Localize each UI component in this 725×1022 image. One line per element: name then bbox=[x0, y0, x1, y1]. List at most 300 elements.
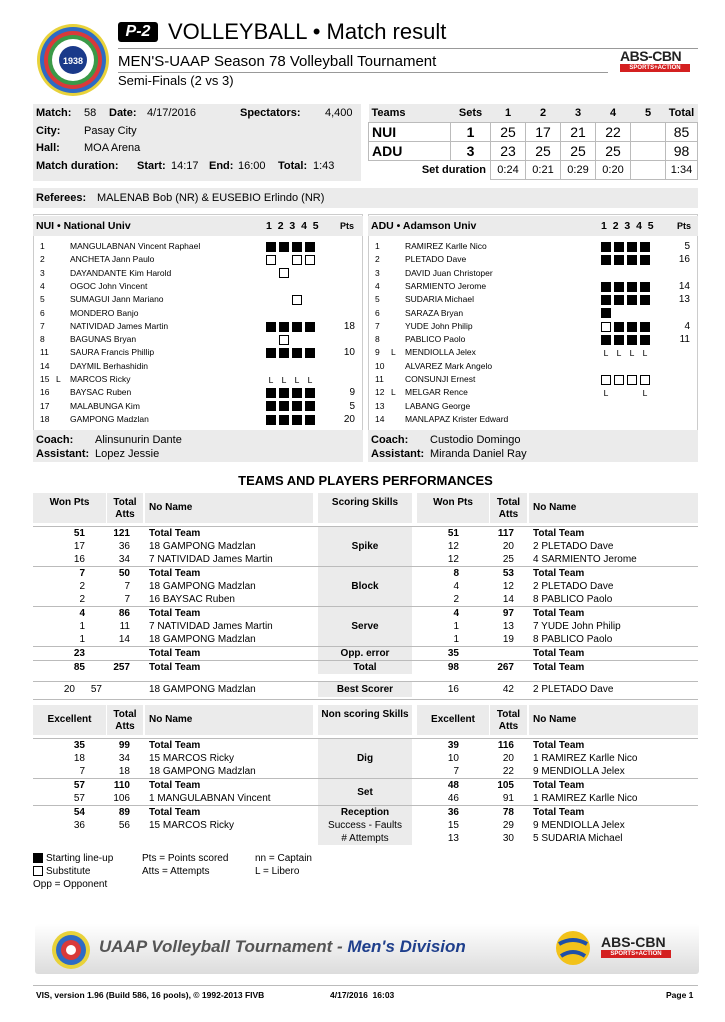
starting-square-icon bbox=[640, 335, 650, 345]
uaap-seal-logo bbox=[35, 22, 111, 98]
set-participation bbox=[266, 413, 331, 426]
attempts-value-away: 105 bbox=[497, 780, 514, 791]
starting-square-icon bbox=[627, 242, 637, 252]
set-header: 5 bbox=[312, 220, 319, 232]
player-number: 14 bbox=[375, 413, 385, 424]
attempts-value-away: 267 bbox=[497, 662, 514, 673]
attempts-value: 34 bbox=[118, 753, 130, 764]
player-number: 15 bbox=[40, 374, 50, 384]
starting-square-icon bbox=[601, 335, 611, 345]
starting-square-icon bbox=[292, 388, 302, 398]
score-col-total: Total bbox=[668, 106, 695, 119]
legend-substitute: Substitute bbox=[33, 865, 113, 878]
substitute-square-icon bbox=[601, 375, 611, 385]
player-number: 7 bbox=[375, 320, 380, 331]
set-participation bbox=[601, 413, 666, 426]
player-name: ANCHETA Jann Paulo bbox=[70, 254, 155, 265]
attempts-value-away: 22 bbox=[502, 766, 514, 777]
player-row bbox=[36, 333, 361, 346]
starting-square-icon bbox=[292, 415, 302, 425]
starting-square-icon bbox=[601, 282, 611, 292]
won-value: 54 bbox=[73, 807, 85, 818]
attempts-value: 89 bbox=[118, 807, 130, 818]
score-total: 85 bbox=[666, 122, 698, 141]
substitute-square-icon bbox=[279, 268, 289, 278]
col-total-atts-away: Total Atts bbox=[490, 493, 527, 523]
score-set-5 bbox=[631, 122, 666, 141]
libero-marker: L bbox=[629, 348, 635, 359]
col-total-atts-ns-away: Total Atts bbox=[490, 705, 527, 735]
skill-name: Best Scorer bbox=[336, 684, 394, 695]
player-number: 3 bbox=[40, 267, 45, 278]
starting-square-icon bbox=[279, 388, 289, 398]
set-header: 2 bbox=[612, 220, 619, 232]
libero-marker: L bbox=[603, 388, 609, 399]
won-value-away: 12 bbox=[447, 541, 459, 552]
substitute-square-icon bbox=[292, 295, 302, 305]
col-no-name: No Name bbox=[145, 493, 313, 523]
starting-square-icon bbox=[279, 348, 289, 358]
player-name: SAURA Francis Phillip bbox=[70, 347, 155, 358]
starting-square-icon bbox=[292, 401, 302, 411]
footer-version: VIS, version 1.96 (Build 586, 16 pools), © 1992-2013 FIVB bbox=[36, 990, 265, 1000]
starting-square-icon bbox=[627, 322, 637, 332]
empty-square-icon bbox=[33, 866, 43, 876]
starting-square-icon bbox=[640, 282, 650, 292]
player-points: 5 bbox=[349, 400, 355, 412]
libero-marker: L bbox=[642, 348, 648, 359]
player-number: 8 bbox=[375, 334, 380, 345]
attempts-value: 7 bbox=[124, 594, 130, 605]
total-duration: 1:43 bbox=[313, 160, 335, 172]
attempts-value: 57 bbox=[90, 684, 102, 695]
player-name-away: 5 SUDARIA Michael bbox=[533, 833, 623, 844]
set-header: 1 bbox=[266, 220, 272, 232]
player-name: 18 GAMPONG Madzlan bbox=[149, 684, 256, 695]
starting-square-icon bbox=[305, 348, 315, 358]
player-row bbox=[36, 253, 361, 266]
skill-name: Opp. error bbox=[340, 648, 390, 659]
attempts-value: 99 bbox=[118, 740, 130, 751]
score-col-4: 4 bbox=[609, 106, 617, 119]
player-name: RAMIREZ Karlle Nico bbox=[405, 241, 487, 251]
player-number: 18 bbox=[40, 413, 50, 424]
round-name: Semi-Finals (2 vs 3) bbox=[118, 73, 234, 88]
hall-label: Hall: bbox=[36, 142, 60, 154]
player-name: MANGULABNAN Vincent Raphael bbox=[70, 241, 201, 251]
set-header: 3 bbox=[624, 220, 631, 232]
player-points: 10 bbox=[343, 347, 355, 359]
score-total: 98 bbox=[666, 141, 698, 160]
starting-square-icon bbox=[614, 322, 624, 332]
set-header: 5 bbox=[647, 220, 654, 232]
player-number: 13 bbox=[375, 400, 385, 411]
away-pts-header: Pts bbox=[677, 221, 692, 231]
score-col-3: 3 bbox=[574, 106, 582, 119]
score-table bbox=[368, 104, 698, 180]
player-number: 8 bbox=[40, 334, 45, 345]
score-set-5 bbox=[631, 141, 666, 160]
player-row bbox=[371, 346, 696, 359]
col-total-atts: Total Atts bbox=[107, 493, 143, 523]
starting-square-icon bbox=[614, 242, 624, 252]
starting-square-icon bbox=[640, 255, 650, 265]
player-row bbox=[36, 267, 361, 280]
player-points: 16 bbox=[678, 254, 690, 266]
libero-flag: L bbox=[391, 347, 396, 358]
player-name: PLETADO Dave bbox=[405, 254, 467, 265]
player-row bbox=[371, 360, 696, 373]
won-value-away: 51 bbox=[447, 528, 459, 539]
set-participation bbox=[266, 333, 331, 346]
starting-square-icon bbox=[640, 242, 650, 252]
skill-subtitle: Success - Faults bbox=[328, 820, 402, 831]
libero-marker: L bbox=[616, 348, 622, 359]
player-row bbox=[36, 320, 361, 333]
substitute-square-icon bbox=[305, 255, 315, 265]
attempts-value: 14 bbox=[118, 634, 130, 645]
away-coach-name: Custodio Domingo bbox=[430, 434, 521, 446]
won-value: 7 bbox=[79, 766, 85, 777]
set-participation bbox=[266, 400, 331, 413]
attempts-value: 50 bbox=[118, 568, 130, 579]
starting-square-icon bbox=[266, 415, 276, 425]
legend-opponent: Opp = Opponent bbox=[33, 879, 108, 890]
player-row bbox=[36, 373, 361, 386]
city-value: Pasay City bbox=[84, 125, 137, 137]
set-participation bbox=[601, 253, 666, 266]
won-value: 7 bbox=[79, 568, 85, 579]
attempts-value-away: 29 bbox=[502, 820, 514, 831]
player-number: 2 bbox=[375, 254, 380, 265]
substitute-square-icon bbox=[601, 322, 611, 332]
won-value-away: 7 bbox=[453, 766, 459, 777]
starting-square-icon bbox=[601, 242, 611, 252]
won-value: 18 bbox=[73, 753, 85, 764]
player-row bbox=[36, 413, 361, 426]
legend-captain: nn = Captain bbox=[255, 853, 312, 864]
set-participation bbox=[601, 267, 666, 280]
player-row bbox=[36, 307, 361, 320]
home-team-title: NUI • National Univ bbox=[36, 220, 131, 232]
won-value-away: 46 bbox=[447, 793, 459, 804]
player-name-away: 1 RAMIREZ Karlle Nico bbox=[533, 753, 638, 764]
won-value-away: 16 bbox=[447, 684, 459, 695]
attempts-value-away: 20 bbox=[502, 541, 514, 552]
starting-square-icon bbox=[292, 322, 302, 332]
referees-value: MALENAB Bob (NR) & EUSEBIO Erlindo (NR) bbox=[97, 192, 325, 204]
attempts-value: 11 bbox=[119, 621, 130, 632]
player-number: 1 bbox=[40, 241, 45, 251]
filled-square-icon bbox=[33, 853, 43, 863]
legend-pts: Pts = Points scored bbox=[142, 853, 229, 864]
libero-marker: L bbox=[307, 374, 313, 385]
start-time: 14:17 bbox=[171, 160, 199, 172]
score-col-teams: Teams bbox=[371, 106, 406, 119]
attempts-value: 86 bbox=[118, 608, 130, 619]
away-coach-label: Coach: bbox=[371, 434, 409, 446]
player-number: 6 bbox=[40, 307, 45, 318]
skill-name: Set bbox=[357, 786, 373, 798]
player-name: 15 MARCOS Ricky bbox=[149, 820, 235, 831]
attempts-value: 257 bbox=[113, 662, 130, 673]
player-row bbox=[371, 240, 696, 253]
set-participation bbox=[601, 373, 666, 386]
won-value: 23 bbox=[73, 648, 85, 659]
set-participation bbox=[601, 400, 666, 413]
away-set-headers bbox=[601, 220, 654, 232]
seal-year: 1938 bbox=[62, 56, 84, 66]
won-value-away: 4 bbox=[453, 581, 459, 592]
match-label: Match: bbox=[36, 107, 72, 119]
banner-seal-icon bbox=[51, 930, 91, 970]
won-value-away: 13 bbox=[447, 833, 459, 844]
player-name-away: Total Team bbox=[533, 608, 585, 619]
col-won-pts: Won Pts bbox=[33, 493, 106, 523]
set-participation bbox=[601, 240, 666, 253]
attempts-value-away: 116 bbox=[497, 740, 514, 751]
player-number: 11 bbox=[40, 347, 49, 358]
won-value: 36 bbox=[73, 820, 85, 831]
footer-timestamp: 4/17/2016 16:03 bbox=[330, 990, 395, 1000]
player-points: 18 bbox=[343, 320, 355, 332]
player-row bbox=[36, 400, 361, 413]
col-excellent: Excellent bbox=[33, 705, 106, 735]
set-participation bbox=[266, 280, 331, 293]
starting-square-icon bbox=[601, 295, 611, 305]
legend-col-2 bbox=[142, 852, 228, 878]
player-name: Total Team bbox=[149, 568, 201, 579]
set-participation bbox=[266, 267, 331, 280]
set-participation bbox=[266, 373, 331, 386]
set-duration-3: 0:29 bbox=[561, 160, 596, 179]
won-value: 2 bbox=[79, 594, 85, 605]
player-name: BAGUNAS Bryan bbox=[70, 334, 137, 345]
match-date: 4/17/2016 bbox=[147, 107, 196, 119]
player-number: 9 bbox=[375, 347, 380, 358]
skill-name: Dig bbox=[356, 753, 374, 764]
starting-square-icon bbox=[279, 322, 289, 332]
starting-square-icon bbox=[627, 282, 637, 292]
score-col-5: 5 bbox=[644, 106, 652, 119]
home-assistant-label: Assistant: bbox=[36, 448, 90, 460]
starting-square-icon bbox=[601, 255, 611, 265]
player-name: Total Team bbox=[149, 662, 201, 673]
score-team-name: NUI bbox=[369, 122, 451, 141]
home-set-headers bbox=[266, 220, 319, 232]
skill-name: Reception bbox=[340, 807, 390, 818]
player-number: 17 bbox=[40, 400, 50, 411]
player-name: SARMIENTO Jerome bbox=[405, 280, 487, 291]
starting-square-icon bbox=[292, 242, 302, 252]
player-row bbox=[371, 373, 696, 386]
won-value: 57 bbox=[73, 780, 85, 791]
score-team-name: ADU bbox=[369, 141, 451, 160]
won-value-away: 4 bbox=[453, 608, 459, 619]
player-name-away: 1 RAMIREZ Karlle Nico bbox=[533, 793, 638, 804]
won-value: 51 bbox=[73, 528, 85, 539]
legend-starting: Starting line-up bbox=[33, 852, 113, 865]
won-value: 35 bbox=[73, 740, 85, 751]
starting-square-icon bbox=[266, 322, 276, 332]
starting-square-icon bbox=[627, 335, 637, 345]
score-set-3: 25 bbox=[561, 141, 596, 160]
banner-text-main: UAAP Volleyball Tournament - bbox=[99, 937, 348, 956]
set-duration-1: 0:24 bbox=[491, 160, 526, 179]
won-value-away: 98 bbox=[447, 662, 459, 673]
home-coach-name: Alinsunurin Dante bbox=[95, 434, 182, 446]
set-header: 2 bbox=[277, 220, 284, 232]
player-name: 18 GAMPONG Madzlan bbox=[149, 581, 256, 592]
player-name: SUMAGUI Jann Mariano bbox=[70, 294, 164, 305]
title-divider bbox=[118, 48, 698, 49]
score-set-2: 17 bbox=[526, 122, 561, 141]
won-value-away: 39 bbox=[447, 740, 459, 751]
won-value-away: 12 bbox=[447, 554, 459, 565]
libero-flag: L bbox=[56, 374, 61, 384]
player-row bbox=[371, 293, 696, 306]
end-label: End: bbox=[209, 160, 234, 172]
starting-square-icon bbox=[279, 242, 289, 252]
player-name: MONDERO Banjo bbox=[70, 307, 139, 318]
attempts-value: 34 bbox=[118, 554, 130, 565]
duration-label: Match duration: bbox=[36, 160, 119, 172]
col-won-pts-away: Won Pts bbox=[417, 493, 489, 523]
hall-value: MOA Arena bbox=[84, 142, 141, 154]
player-name: 1 MANGULABNAN Vincent bbox=[149, 793, 271, 804]
score-row-home bbox=[369, 122, 698, 141]
starting-square-icon bbox=[305, 415, 315, 425]
score-set-4: 22 bbox=[596, 122, 631, 141]
set-participation bbox=[601, 333, 666, 346]
player-name: 16 BAYSAC Ruben bbox=[149, 594, 235, 605]
won-value: 20 bbox=[63, 684, 75, 695]
player-row bbox=[36, 280, 361, 293]
player-name: ALVAREZ Mark Angelo bbox=[405, 360, 493, 371]
substitute-square-icon bbox=[279, 335, 289, 345]
player-name-away: Total Team bbox=[533, 807, 585, 818]
tournament-banner bbox=[35, 924, 699, 974]
player-row bbox=[371, 267, 696, 280]
libero-flag: L bbox=[391, 387, 396, 398]
starting-square-icon bbox=[614, 295, 624, 305]
score-set-1: 23 bbox=[491, 141, 526, 160]
player-number: 14 bbox=[40, 360, 50, 371]
col-excellent-away: Excellent bbox=[417, 705, 489, 735]
starting-square-icon bbox=[601, 308, 611, 318]
end-time: 16:00 bbox=[238, 160, 266, 172]
starting-square-icon bbox=[627, 295, 637, 305]
player-points: 5 bbox=[684, 241, 690, 252]
attempts-value-away: 30 bbox=[502, 833, 514, 844]
legend-libero: L = Libero bbox=[255, 866, 300, 877]
player-name-away: 9 MENDIOLLA Jelex bbox=[533, 820, 625, 831]
player-name: Total Team bbox=[149, 648, 201, 659]
won-value-away: 10 bbox=[447, 753, 459, 764]
set-participation bbox=[266, 307, 331, 320]
starting-square-icon bbox=[266, 401, 276, 411]
player-name: LABANG George bbox=[405, 400, 471, 411]
player-points: 11 bbox=[679, 334, 690, 346]
banner-abs-logo bbox=[601, 934, 671, 958]
player-points: 13 bbox=[678, 294, 690, 306]
total-label: Total: bbox=[278, 160, 308, 172]
starting-square-icon bbox=[292, 348, 302, 358]
player-name: SARAZA Bryan bbox=[405, 307, 464, 318]
player-name-away: 2 PLETADO Dave bbox=[533, 684, 614, 695]
player-name: 7 NATIVIDAD James Martin bbox=[149, 554, 273, 565]
won-value-away: 1 bbox=[453, 621, 459, 632]
col-no-name-ns-away: No Name bbox=[529, 705, 698, 735]
away-assistant-label: Assistant: bbox=[371, 448, 425, 460]
won-value: 16 bbox=[73, 554, 85, 565]
won-value-away: 15 bbox=[447, 820, 459, 831]
set-participation bbox=[601, 307, 666, 320]
score-set-4: 25 bbox=[596, 141, 631, 160]
home-coach-label: Coach: bbox=[36, 434, 74, 446]
match-number: 58 bbox=[84, 107, 97, 119]
substitute-square-icon bbox=[292, 255, 302, 265]
score-header-row bbox=[369, 104, 698, 122]
player-name: Total Team bbox=[149, 780, 201, 791]
won-value-away: 2 bbox=[453, 594, 459, 605]
away-team-title: ADU • Adamson Univ bbox=[371, 220, 477, 232]
player-name-away: Total Team bbox=[533, 568, 585, 579]
set-participation bbox=[601, 360, 666, 373]
set-header: 1 bbox=[601, 220, 607, 232]
player-name: Total Team bbox=[149, 528, 201, 539]
player-name: BAYSAC Ruben bbox=[70, 387, 132, 398]
substitute-square-icon bbox=[640, 375, 650, 385]
banner-text bbox=[99, 937, 466, 957]
attempts-value: 106 bbox=[113, 793, 130, 804]
won-value-away: 48 bbox=[447, 780, 459, 791]
spectators-value: 4,400 bbox=[325, 107, 353, 119]
player-name: PABLICO Paolo bbox=[405, 334, 466, 345]
player-row bbox=[371, 413, 696, 426]
attempts-value-away: 53 bbox=[502, 568, 514, 579]
substitute-square-icon bbox=[614, 375, 624, 385]
player-number: 7 bbox=[40, 320, 45, 331]
attempts-value-away: 91 bbox=[502, 793, 514, 804]
set-duration-5 bbox=[631, 160, 666, 179]
attempts-value: 36 bbox=[118, 541, 130, 552]
set-participation bbox=[601, 320, 666, 333]
attempts-value-away: 25 bbox=[502, 554, 514, 565]
player-name: Total Team bbox=[149, 740, 201, 751]
won-value-away: 35 bbox=[447, 648, 459, 659]
player-name: DAYANDANTE Kim Harold bbox=[70, 267, 172, 278]
set-participation bbox=[266, 293, 331, 306]
performances-title: TEAMS AND PLAYERS PERFORMANCES bbox=[238, 473, 493, 488]
banner-abs-wordmark: ABS-CBN bbox=[601, 934, 666, 950]
banner-abs-subtitle: SPORTS+ACTION bbox=[601, 950, 671, 958]
player-row bbox=[371, 280, 696, 293]
starting-square-icon bbox=[305, 242, 315, 252]
attempts-value: 110 bbox=[113, 780, 130, 791]
player-name: 18 GAMPONG Madzlan bbox=[149, 766, 256, 777]
score-set-3: 21 bbox=[561, 122, 596, 141]
player-number: 5 bbox=[375, 294, 380, 305]
player-name: MENDIOLLA Jelex bbox=[405, 347, 476, 358]
set-participation bbox=[601, 280, 666, 293]
player-number: 16 bbox=[40, 387, 50, 398]
player-row bbox=[36, 293, 361, 306]
skill-subtitle: # Attempts bbox=[341, 833, 389, 844]
set-participation bbox=[266, 240, 331, 253]
player-name: MALABUNGA Kim bbox=[70, 400, 140, 411]
player-points: 9 bbox=[349, 387, 355, 399]
